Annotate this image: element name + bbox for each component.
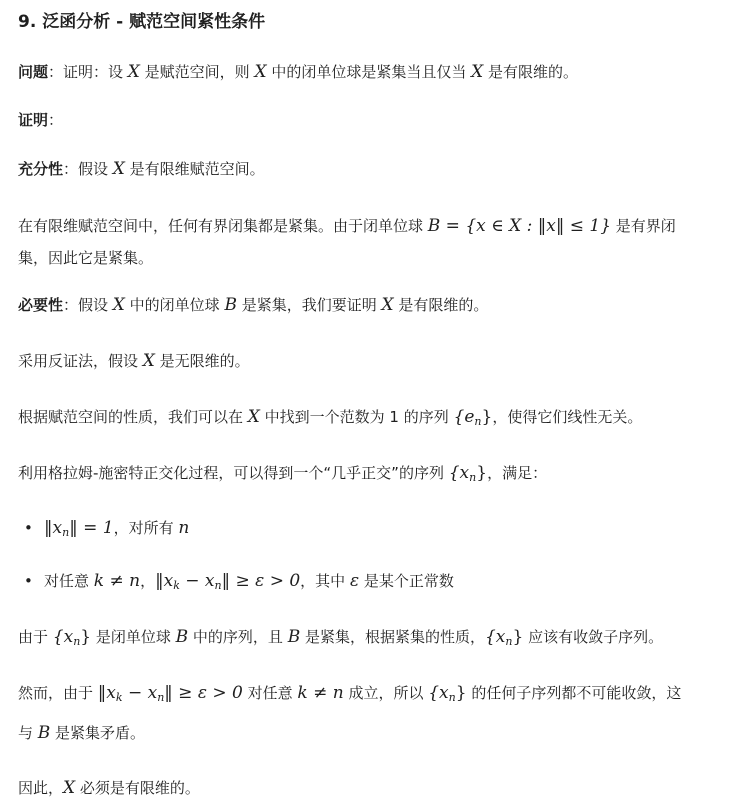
paragraph-finite-dim: 在有限维赋范空间中，任何有界闭集都是紧集。由于闭单位球 B = {x ∈ X : ‖x‖ ≤ 1} 是有界闭 <box>18 216 676 236</box>
paragraph-contradiction: 采用反证法，假设 X 是无限维的。 <box>18 351 250 371</box>
sufficiency-label: 充分性 <box>18 160 64 178</box>
paragraph-contradiction-result: 然而，由于 $‖x_k$ − $x_n‖ \ge \varepsilon > 0$ 对任意 k ≠ n 成立，所以 $\{x_n\}$ 的任何子序列都不可能收敛，这 <box>18 683 682 704</box>
problem-label: 问题 <box>18 63 49 81</box>
bullet-dot: • <box>24 519 33 537</box>
paragraph-sequence: 根据赋范空间的性质，我们可以在 X 中找到一个范数为 1 的序列 $\{e_n\}$，使得它们线性无关。 <box>18 407 643 428</box>
proof-label: 证明 <box>18 111 49 129</box>
bullet-dot: • <box>24 572 33 590</box>
paragraph-compactness: 由于 $\{x_n\}$ 是闭单位球 B 中的序列，且 B 是紧集，根据紧集的性质，$\{x_n\}$ 应该有收敛子序列。 <box>18 627 664 648</box>
sufficiency-paragraph: 充分性：假设 X 是有限维赋范空间。 <box>18 159 265 179</box>
problem-statement: 问题：证明：设 X 是赋范空间，则 X 中的闭单位球是紧集当且仅当 X 是有限维的。 <box>18 62 578 82</box>
paragraph-gram-schmidt: 利用格拉姆-施密特正交化过程，可以得到一个“几乎正交”的序列 $\{x_n\}$，满足： <box>18 463 548 484</box>
necessity-label: 必要性 <box>18 296 64 314</box>
page-title: 9. 泛函分析 - 赋范空间紧性条件 <box>18 12 266 32</box>
proof-heading: 证明： <box>18 111 64 129</box>
necessity-paragraph: 必要性：假设 X 中的闭单位球 B 是紧集，我们要证明 X 是有限维的。 <box>18 295 489 315</box>
conclusion: 因此，X 必须是有限维的。 <box>18 778 200 798</box>
paragraph-finite-dim-cont: 集，因此它是紧集。 <box>18 249 154 267</box>
list-item: • 对任意 k ≠ n，$‖x_k$ − $x_n‖ \ge \varepsilon > 0$，其中 ε 是某个正常数 <box>18 565 454 602</box>
list-item: • $‖x_n‖ = 1$，对所有 n <box>18 512 189 549</box>
paragraph-contradiction-result-cont: 与 B 是紧集矛盾。 <box>18 723 146 743</box>
